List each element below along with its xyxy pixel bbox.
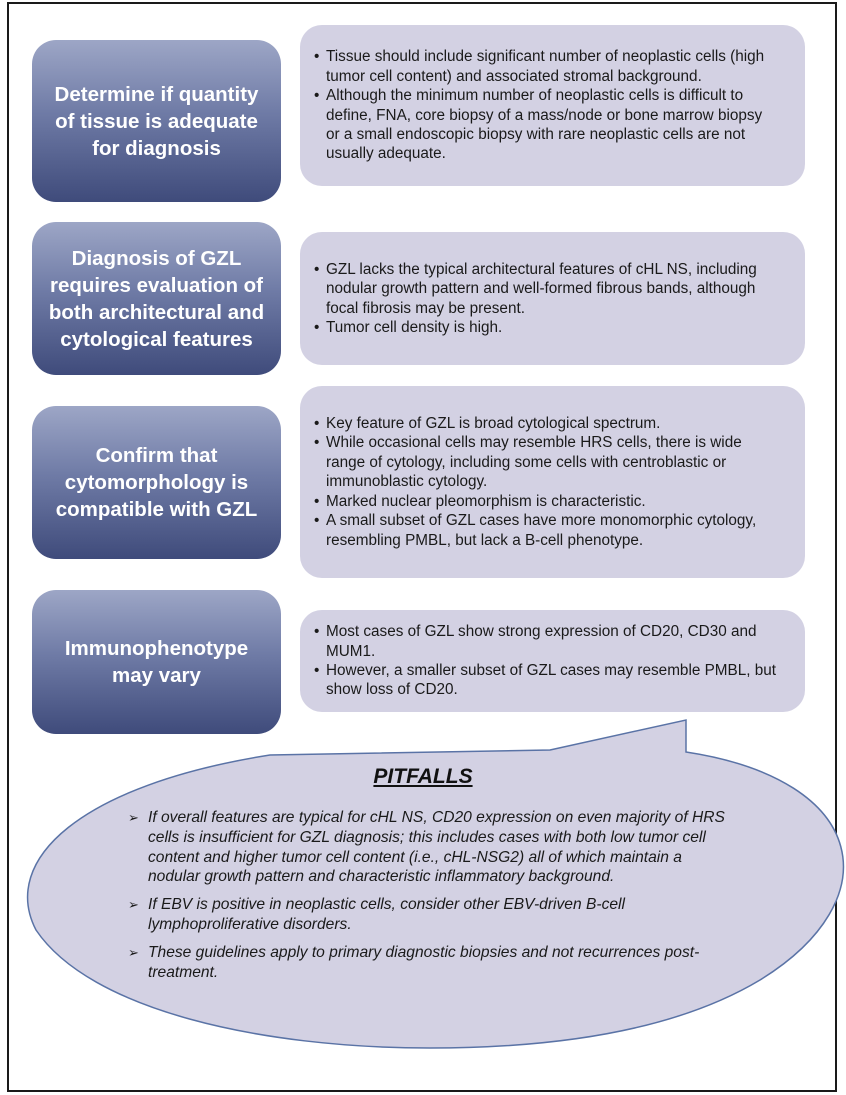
pitfall-item: ➢ If overall features are typical for cHL NS, CD20 expression on even majority of HRS cells is insufficient for GZL diagnosis; this includes cases with both low tumor cell content and higher tumor cell content (i.e., cHL-NSG2) all of which maintain a nodular growth pattern and characteristic inflammatory background. — [128, 808, 733, 887]
step-label: Immunophenotype may vary — [64, 637, 249, 687]
pitfall-item: ➢ If EBV is positive in neoplastic cells, consider other EBV-driven B-cell lymphoproliferative disorders. — [128, 895, 733, 935]
bullet-item: • Tumor cell density is high. — [314, 318, 779, 337]
bullet-list — [314, 260, 779, 338]
pitfalls-list — [128, 808, 733, 990]
bullet-item: • GZL lacks the typical architectural features of cHL NS, including nodular growth pattern and well-formed fibrous bands, although focal fibrosis may be present. — [314, 260, 779, 318]
pitfall-item: ➢ These guidelines apply to primary diagnostic biopsies and not recurrences post-treatment. — [128, 943, 733, 983]
step-box-cytomorphology — [32, 406, 281, 559]
detail-box-architecture-cytology — [300, 232, 805, 365]
bullet-item: • Tissue should include significant number of neoplastic cells (high tumor cell content) and associated stromal background. — [314, 47, 779, 86]
bullet-item: • Marked nuclear pleomorphism is characteristic. — [314, 492, 779, 511]
step-label: Confirm that cytomorphology is compatible with GZL — [55, 444, 258, 521]
detail-box-tissue-adequacy — [300, 25, 805, 186]
pitfalls-title: PITFALLS — [373, 765, 473, 788]
detail-box-immunophenotype — [300, 610, 805, 712]
bullet-item: • Key feature of GZL is broad cytological spectrum. — [314, 414, 779, 433]
bullet-list — [314, 47, 779, 163]
bullet-item: • However, a smaller subset of GZL cases may resemble PMBL, but show loss of CD20. — [314, 661, 779, 700]
step-label: Diagnosis of GZL requires evaluation of both architectural and cytological features — [48, 246, 265, 351]
bullet-item: • Most cases of GZL show strong expression of CD20, CD30 and MUM1. — [314, 622, 779, 661]
bullet-item: • A small subset of GZL cases have more monomorphic cytology, resembling PMBL, but lack a B-cell phenotype. — [314, 511, 779, 550]
step-box-tissue-adequacy — [32, 40, 281, 202]
step-box-immunophenotype — [32, 590, 281, 734]
bullet-item: • While occasional cells may resemble HRS cells, there is wide range of cytology, including some cells with centroblastic or immunoblastic cytology. — [314, 433, 779, 491]
bullet-list — [314, 622, 779, 700]
detail-box-cytomorphology — [300, 386, 805, 578]
bullet-item: • Although the minimum number of neoplastic cells is difficult to define, FNA, core biopsy of a mass/node or bone marrow biopsy or a small endoscopic biopsy with rare neoplastic cells are not usually adequate. — [314, 86, 779, 164]
step-box-architecture-cytology — [32, 222, 281, 375]
step-label: Determine if quantity of tissue is adequate for diagnosis — [54, 82, 259, 160]
bullet-list — [314, 414, 779, 550]
